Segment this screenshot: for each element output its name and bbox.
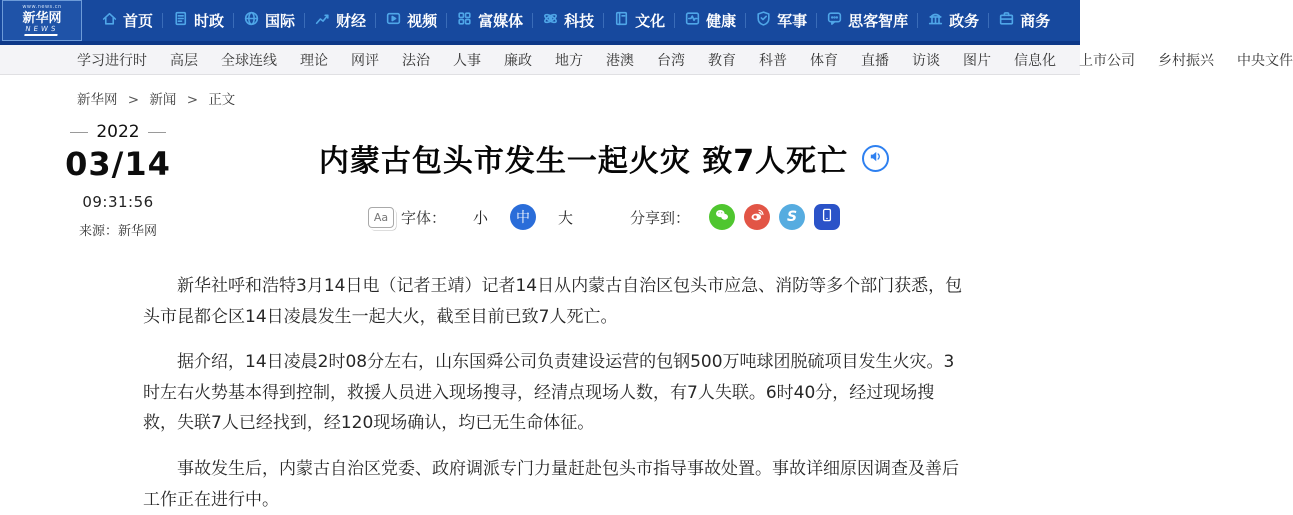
subnav-item[interactable]: 理论 — [300, 52, 328, 69]
topnav-label: 商务 — [1020, 12, 1051, 30]
document-icon — [172, 10, 189, 31]
secondary-menu — [0, 45, 1293, 75]
video-play-icon — [385, 10, 402, 31]
subnav-item[interactable]: 台湾 — [657, 52, 685, 69]
font-size-medium-button[interactable]: 中 — [510, 204, 536, 230]
topnav-label: 军事 — [777, 12, 808, 30]
topnav-item-business[interactable] — [989, 10, 1059, 31]
topnav-label: 财经 — [336, 12, 367, 30]
breadcrumb-home[interactable]: 新华网 — [77, 92, 118, 108]
topnav-item-home[interactable] — [92, 10, 162, 31]
globe-icon — [243, 10, 260, 31]
weibo-icon — [749, 207, 765, 227]
top-navigation-bar — [0, 0, 1080, 45]
topnav-label: 视频 — [407, 12, 438, 30]
publish-year: 2022 — [48, 122, 188, 142]
topnav-label: 首页 — [123, 12, 154, 30]
topnav-label: 文化 — [635, 12, 666, 30]
publish-time: 09:31:56 — [82, 193, 154, 211]
home-icon — [101, 10, 118, 31]
government-building-icon — [927, 10, 944, 31]
sike-s-icon: S — [786, 209, 798, 225]
wechat-icon — [714, 207, 730, 227]
speaker-icon — [868, 149, 883, 168]
share-weibo-button[interactable] — [744, 204, 770, 230]
subnav-item[interactable]: 体育 — [810, 52, 838, 69]
publish-date-block — [48, 114, 188, 239]
subnav-item[interactable]: 廉政 — [504, 52, 532, 69]
article-header — [0, 114, 1080, 239]
subnav-item[interactable]: 港澳 — [606, 52, 634, 69]
font-size-icon: Aa — [368, 207, 394, 228]
source-label: 来源： — [78, 224, 118, 239]
book-icon — [613, 10, 630, 31]
subnav-item[interactable]: 网评 — [351, 52, 379, 69]
logo-chinese-name: 新华网 — [22, 11, 62, 26]
trend-chart-icon — [314, 10, 331, 31]
breadcrumb-current: 正文 — [208, 92, 236, 108]
subnav-item[interactable]: 访谈 — [912, 52, 940, 69]
breadcrumb-section[interactable]: 新闻 — [149, 92, 177, 108]
atom-icon — [542, 10, 559, 31]
breadcrumb-separator: > — [186, 92, 199, 108]
subnav-item[interactable]: 信息化 — [1014, 52, 1056, 69]
subnav-item[interactable]: 直播 — [861, 52, 889, 69]
subnav-item[interactable]: 上市公司 — [1079, 52, 1135, 69]
article-toolbar — [188, 204, 1020, 230]
health-pulse-icon — [684, 10, 701, 31]
mobile-phone-icon — [819, 207, 835, 227]
topnav-label: 思客智库 — [848, 12, 909, 30]
share-sike-button[interactable] — [779, 204, 805, 230]
topnav-item-military[interactable] — [746, 10, 816, 31]
article-body — [143, 271, 963, 515]
topnav-label: 富媒体 — [478, 12, 524, 30]
subnav-item[interactable]: 人事 — [453, 52, 481, 69]
primary-menu — [92, 10, 1059, 31]
topnav-label: 国际 — [265, 12, 296, 30]
topnav-label: 健康 — [706, 12, 737, 30]
topnav-item-politics[interactable] — [163, 10, 233, 31]
subnav-item[interactable]: 乡村振兴 — [1158, 52, 1214, 69]
subnav-item[interactable]: 学习进行时 — [77, 52, 147, 69]
topnav-item-health[interactable] — [675, 10, 745, 31]
topnav-item-culture[interactable] — [604, 10, 674, 31]
font-size-small-button[interactable]: 小 — [472, 208, 488, 227]
subnav-item[interactable]: 科普 — [759, 52, 787, 69]
source-line — [48, 220, 188, 239]
subnav-item[interactable]: 全球连线 — [221, 52, 277, 69]
font-size-large-button[interactable]: 大 — [558, 208, 574, 227]
title-column — [188, 114, 1080, 239]
grid-icon — [456, 10, 473, 31]
briefcase-icon — [998, 10, 1015, 31]
chat-bubble-icon — [826, 10, 843, 31]
article-paragraph: 新华社呼和浩特3月14日电（记者王靖）记者14日从内蒙古自治区包头市应急、消防等多个部门获悉，包头市昆都仑区14日凌晨发生一起大火，截至目前已致7人死亡。 — [143, 276, 963, 327]
read-aloud-button[interactable] — [862, 145, 889, 172]
logo-english-name: NEWS — [25, 26, 59, 36]
share-wechat-button[interactable] — [709, 204, 735, 230]
topnav-label: 时政 — [194, 12, 225, 30]
topnav-label: 科技 — [564, 12, 595, 30]
article-paragraph: 事故发生后，内蒙古自治区党委、政府调派专门力量赶赴包头市指导事故处置。事故详细原因调查及善后工作正在进行中。 — [143, 458, 959, 510]
topnav-item-finance[interactable] — [305, 10, 375, 31]
subnav-item[interactable]: 图片 — [963, 52, 991, 69]
subnav-item[interactable]: 法治 — [402, 52, 430, 69]
breadcrumb-separator: > — [127, 92, 140, 108]
topnav-item-tech[interactable] — [533, 10, 603, 31]
topnav-item-world[interactable] — [234, 10, 304, 31]
font-size-label: 字体： — [400, 208, 446, 227]
source-value: 新华网 — [118, 224, 158, 239]
subnav-item[interactable]: 地方 — [555, 52, 583, 69]
shield-icon — [755, 10, 772, 31]
subnav-item[interactable]: 教育 — [708, 52, 736, 69]
article-paragraph: 据介绍，14日凌晨2时08分左右，山东国舜公司负责建设运营的包钢500万吨球团脱硫项目发生火灾。3时左右火势基本得到控制，救援人员进入现场搜寻，经清点现场人数，有7人失联。6时40分，经过现场搜救，失联7人已经找到，经120现场确认，均已无生命体征。 — [143, 352, 955, 434]
topnav-item-video[interactable] — [376, 10, 446, 31]
share-to-phone-button[interactable] — [814, 204, 840, 230]
topnav-item-government-affairs[interactable] — [918, 10, 988, 31]
subnav-item[interactable]: 高层 — [170, 52, 198, 69]
xinhuanet-logo[interactable] — [2, 0, 82, 41]
publish-month-day: 03/14 — [65, 145, 171, 183]
share-label: 分享到： — [630, 208, 691, 227]
topnav-label: 政务 — [949, 12, 980, 30]
topnav-item-rich-media[interactable] — [447, 10, 532, 31]
article-title: 内蒙古包头市发生一起火灾 致7人死亡 — [318, 144, 849, 179]
topnav-item-sike-thinktank[interactable] — [817, 10, 917, 31]
breadcrumb — [77, 88, 1080, 108]
subnav-item[interactable]: 中央文件 — [1237, 52, 1293, 69]
logo-url-text: www.news.cn — [22, 4, 62, 10]
